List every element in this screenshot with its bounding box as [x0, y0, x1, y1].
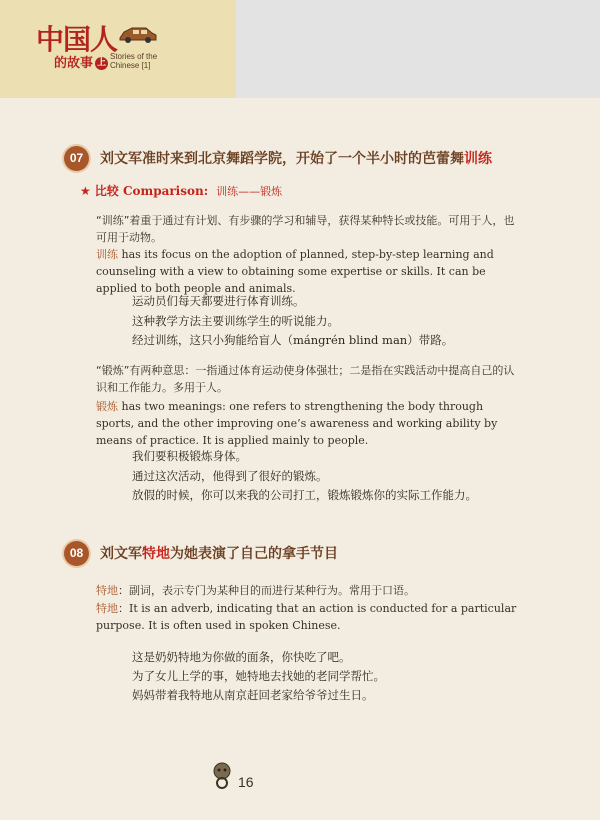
example-xunlian-3: 经过训练，这只小狗能给盲人（mángrén blind man）带路。 — [132, 333, 454, 347]
section-number-07: 07 — [64, 146, 89, 171]
example-duanlian-1: 我们要积极锻炼身体。 — [132, 449, 247, 463]
example-tedi-3: 妈妈带着我特地从南京赶回老家给爷爷过生日。 — [132, 688, 374, 702]
example-duanlian-2: 通过这次活动，他得到了很好的锻炼。 — [132, 469, 328, 483]
comparison-heading: ★ 比较 Comparison: 训练——锻炼 — [80, 184, 283, 198]
page-number: 16 — [238, 774, 254, 790]
volume-badge: 上 — [97, 58, 107, 68]
section-title-08: 刘文军特地为她表演了自己的拿手节目 — [100, 546, 338, 562]
section-number-08: 08 — [64, 541, 89, 566]
logo-subtitle: 的故事 上 — [54, 56, 107, 71]
definition-duanlian-zh: “锻炼”有两种意思：一指通过体育运动使身体强壮；二是指在实践活动中提高自己的认识和工作能力。多用于人。 — [96, 364, 515, 394]
definition-duanlian-en: 锻炼 has two meanings: one refers to strengthening the body through sports, and the other improving one’s awareness and working ability by means of practice. It is applied mainly to people. — [96, 400, 498, 447]
example-tedi-1: 这是奶奶特地为你做的面条，你快吃了吧。 — [132, 650, 351, 664]
door-knocker-icon — [210, 762, 234, 790]
definition-xunlian-zh: “训练”着重于通过有计划、有步骤的学习和辅导，获得某种特长或技能。可用于人，也可用于动物。 — [96, 214, 515, 244]
section-title-07: 刘文军准时来到北京舞蹈学院，开始了一个半小时的芭蕾舞训练 — [100, 151, 492, 167]
logo-english: Stories of the Chinese [1] — [110, 52, 158, 70]
definition-tedi-en: 特地：It is an adverb, indicating that an action is conducted for a particular purpose. It is often used in spoken Chinese. — [96, 602, 517, 632]
book-logo — [0, 0, 236, 98]
example-tedi-2: 为了女儿上学的事，她特地去找她的老同学帮忙。 — [132, 669, 385, 683]
definition-tedi-zh: 特地：副词，表示专门为某种目的而进行某种行为。常用于口语。 — [96, 584, 415, 597]
example-xunlian-1: 运动员们每天都要进行体育训练。 — [132, 294, 305, 308]
logo-title: 中国人 — [36, 23, 118, 56]
example-duanlian-3: 放假的时候，你可以来我的公司打工，锻炼锻炼你的实际工作能力。 — [132, 488, 477, 502]
definition-xunlian-en: 训练 has its focus on the adoption of planned, step-by-step learning and counseling with a view to obtaining some expertise or skills. It can be applied to both people and animals. — [96, 248, 494, 295]
star-icon: ★ — [80, 184, 91, 198]
car-icon — [118, 22, 158, 46]
example-xunlian-2: 这种教学方法主要训练学生的听说能力。 — [132, 314, 339, 328]
